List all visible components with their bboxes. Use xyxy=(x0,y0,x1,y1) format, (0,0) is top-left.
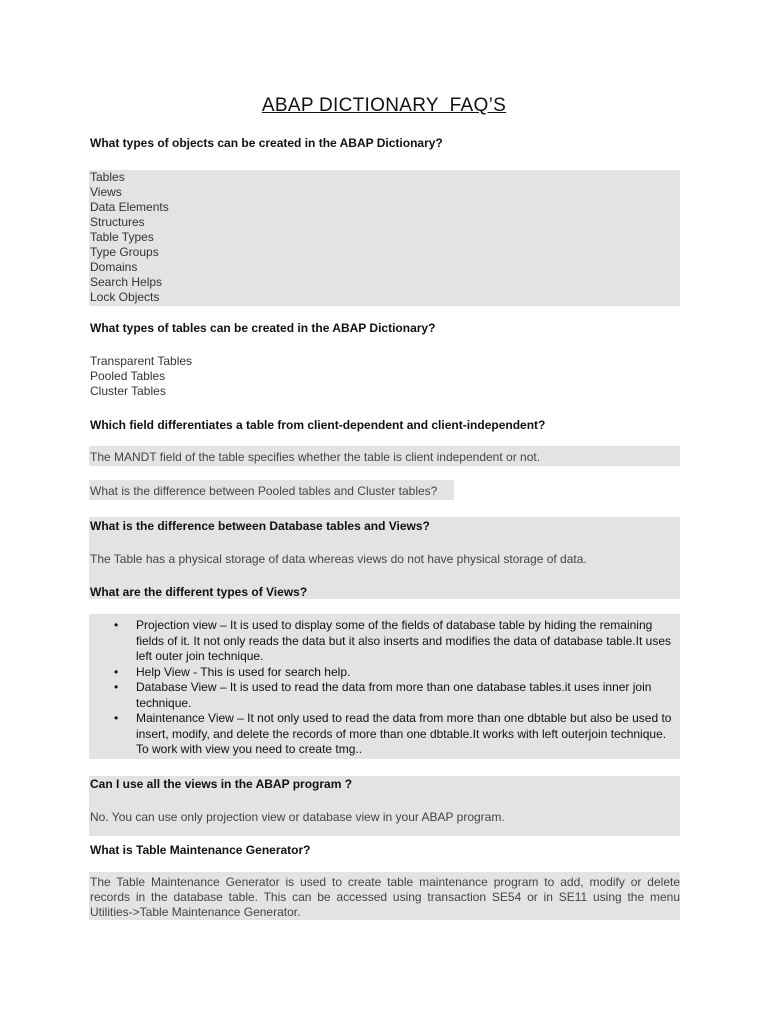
question-db-tables-views: What is the difference between Database tables and Views? xyxy=(90,519,430,533)
document-title: ABAP DICTIONARY FAQ’S xyxy=(261,95,507,116)
list-item-help-view xyxy=(114,664,678,681)
list-item: Data Elements xyxy=(90,200,169,214)
list-item: Table Types xyxy=(90,230,154,244)
view-types-list xyxy=(90,618,678,758)
bullet-icon: • xyxy=(114,711,119,725)
list-item: Views xyxy=(90,185,122,199)
bullet-icon: • xyxy=(114,664,119,679)
answer-views-in-program: No. You can use only projection view or database view in your ABAP program. xyxy=(90,810,505,824)
list-item: Structures xyxy=(90,215,145,229)
question-object-types: What types of objects can be created in the ABAP Dictionary? xyxy=(90,136,443,150)
list-item-database-view xyxy=(114,680,678,711)
list-item: Search Helps xyxy=(90,275,163,289)
list-item: Pooled Tables xyxy=(90,369,166,383)
answer-client-field: The MANDT field of the table specifies whether the table is client independent or not. xyxy=(90,450,541,464)
answer-table-maintenance-generator: The Table Maintenance Generator is used to create table maintenance program to add, modify or delete records in the database table. This can be accessed using transaction SE54 or in SE11 using the menu Utilities->Table Maintenance Generator. xyxy=(90,875,680,919)
bullet-icon: • xyxy=(114,618,119,632)
list-item-text: Help View - This is used for search help. xyxy=(136,664,351,679)
question-pooled-cluster: What is the difference between Pooled tables and Cluster tables? xyxy=(90,484,438,498)
list-item-text: Projection view – It is used to display some of the fields of database table by hiding the remaining fields of it. It not only reads the data but it also inserts and modifies the data of database table.It uses left outer join technique. xyxy=(136,618,671,663)
list-item-text: Database View – It is used to read the data from more than one database tables.it uses inner join technique. xyxy=(136,680,652,710)
list-item: Type Groups xyxy=(90,245,159,259)
list-item: Lock Objects xyxy=(90,290,160,304)
question-views-in-program: Can I use all the views in the ABAP program ? xyxy=(90,777,353,791)
object-types-list xyxy=(90,170,169,305)
list-item: Domains xyxy=(90,260,138,274)
list-item-projection-view xyxy=(114,618,678,665)
question-view-types: What are the different types of Views? xyxy=(90,585,308,599)
list-item: Cluster Tables xyxy=(90,384,166,398)
answer-block-object-types xyxy=(89,170,680,306)
list-item: Transparent Tables xyxy=(90,354,193,368)
list-item-maintenance-view xyxy=(114,711,678,758)
answer-db-tables-views: The Table has a physical storage of data whereas views do not have physical storage of data. xyxy=(90,552,587,566)
question-table-maintenance-generator: What is Table Maintenance Generator? xyxy=(90,843,311,857)
bullet-icon: • xyxy=(114,680,119,694)
list-item-text: Maintenance View – It not only used to read the data from more than one dbtable but also be used to insert, modify, and delete the records of more than one dbtable.It works with left outerjoin technique. To work with view you need to create tmg.. xyxy=(136,711,672,756)
table-types-list xyxy=(90,354,192,399)
question-table-types: What types of tables can be created in the ABAP Dictionary? xyxy=(90,321,436,335)
question-client-field: Which field differentiates a table from client-dependent and client-independent? xyxy=(90,418,546,432)
list-item: Tables xyxy=(90,170,125,184)
